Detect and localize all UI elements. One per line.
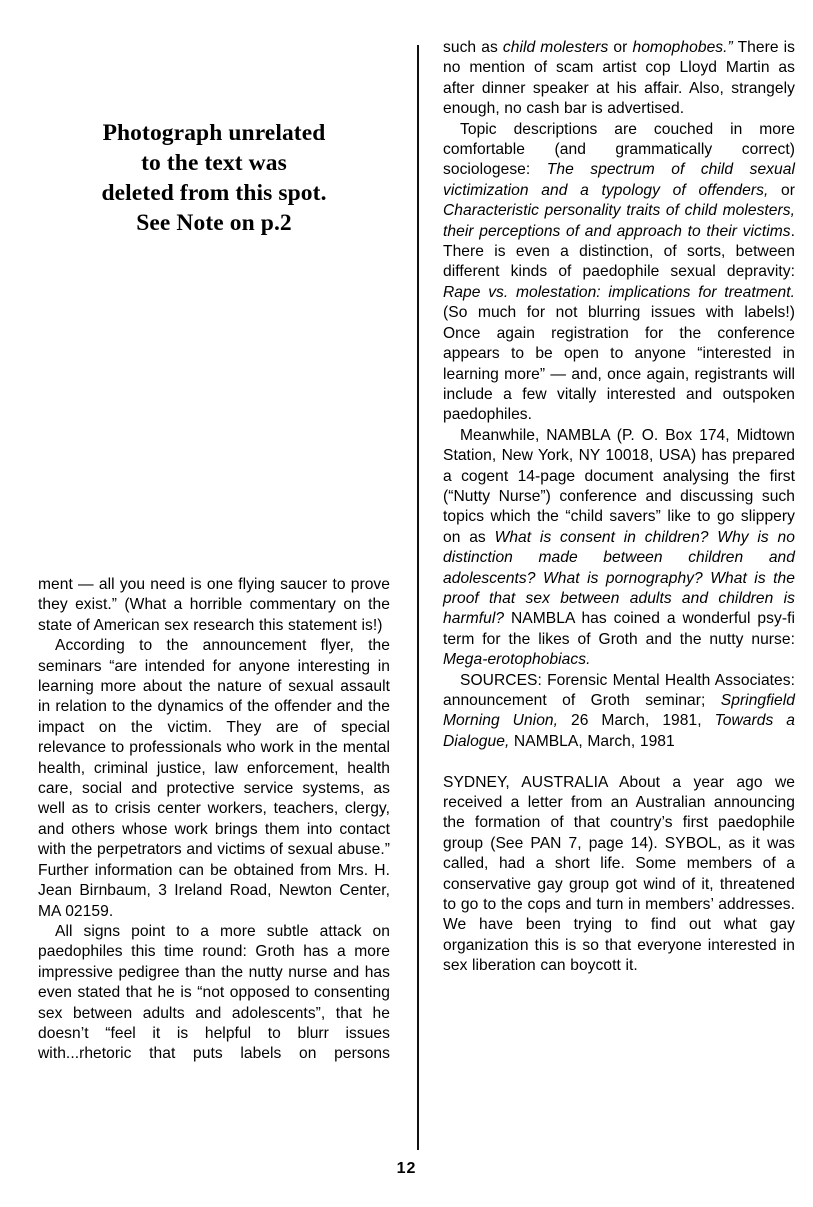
left-column-body	[38, 575, 390, 1085]
sydney-paragraph: SYDNEY, AUSTRALIA About a year ago we received a letter from an Australian announcing the formation of that country’s first paedophile group (See PAN 7, page 14). SYBOL, as it was called, had a short life. Some members of a conservative gay group got wind of it, threatened to go to the cops and turn in members’ addresses. We have been trying to find out what gay organization this is so that everyone interested in sex liberation can boycott it.	[443, 773, 795, 975]
photo-note-line-3: deleted from this spot.	[101, 180, 327, 206]
italic-title: The spectrum of child sexual victimization and a typology of offenders,	[443, 161, 795, 199]
page-number: 12	[396, 1160, 417, 1177]
italic-title: homophobes.”	[632, 39, 733, 56]
text-run: (So much for not blurring issues with labels!) Once again registration for the conference appears to be open to anyone “interested in learning more” — and, once again, registrants will include a few vitally interested and outspoken paedophiles.	[443, 304, 795, 424]
photo-note-line-1: Photograph unrelated	[102, 120, 326, 146]
text-run: . There is even a distinction, of sorts, between different kinds of paedophile sexual depravity:	[443, 222, 795, 281]
italic-publication: Springfield Morning Union,	[443, 692, 795, 730]
text-run: or	[768, 181, 795, 199]
text-run: or	[608, 39, 633, 56]
text-run: 26 March, 1981,	[558, 712, 715, 730]
text-run: Meanwhile, NAMBLA (P. O. Box 174, Midtown Station, New York, NY 10018, USA) has prepared a cogent 14-page document analysing the first (“Nutty Nurse”) conference and discussing such topics which the “child savers” like to go slippery on as	[443, 426, 795, 546]
photo-note-line-2: to the text was	[141, 150, 287, 176]
column-divider-rule	[417, 45, 419, 1150]
italic-term: Mega-erotophobiacs.	[443, 651, 591, 669]
italic-publication: Towards a Dialogue,	[443, 712, 795, 750]
photo-note-line-4: See Note on p.2	[136, 210, 292, 236]
italic-title: Characteristic personality traits of child molesters, their perceptions of and approach to their victims	[443, 202, 795, 240]
paragraph: According to the announcement flyer, the seminars “are intended for anyone interesting in learning more about the nature of sexual assault in relation to the dynamics of the offender and the impact on the victim. They are of special relevance to professionals who work in the mental health, criminal justice, law enforcement, health care, social and protective service systems, as well as to crisis center workers, teachers, clergy, and others whose work brings them into contact with the perpetrators and victims of sexual abuse.” Further information can be obtained from Mrs. H. Jean Birnbaum, 3 Ireland Road, Newton Center, MA 02159.	[38, 637, 390, 920]
italic-title: Rape vs. molestation: implications for treatment.	[443, 283, 795, 301]
paragraph	[443, 38, 795, 120]
paragraph	[443, 426, 795, 671]
italic-questions: What is consent in children? Why is no distinction made between children and adolescents? What is pornography? What is the proof that sex between adults and children is harmful?	[443, 528, 795, 628]
right-column-body	[443, 38, 795, 977]
italic-title: child molesters	[502, 39, 609, 56]
paragraph-spacer	[443, 752, 795, 772]
paragraph	[443, 120, 795, 426]
text-run: SOURCES: Forensic Mental Health Associates: announcement of Groth seminar;	[443, 671, 795, 709]
text-run: There is no mention of scam artist cop Lloyd Martin as after dinner speaker at his affair. Also, strangely enough, no cash bar is advertised.	[443, 39, 795, 118]
text-run: NAMBLA, March, 1981	[509, 732, 675, 750]
paragraph: All signs point to a more subtle attack on paedophiles this time round: Groth has a more impressive pedigree than the nutty nurse and has even stated that he is “not opposed to consenting sex between adults and adolescents”, that he doesn’t “feel it is helpful to blurr issues with...rhetoric that puts labels on persons	[38, 922, 390, 1063]
text-run: such as	[443, 39, 503, 56]
photo-removal-note	[38, 118, 390, 238]
text-run: NAMBLA has coined a wonderful psy-fi term for the likes of Groth and the nutty nurse:	[443, 610, 795, 648]
text-run: Topic descriptions are couched in more comfortable (and grammatically correct) sociologese:	[443, 120, 795, 179]
sources-paragraph	[443, 671, 795, 753]
paragraph: ment — all you need is one flying saucer to prove they exist.” (What a horrible commentary on the state of American sex research this statement is!)	[38, 576, 390, 634]
